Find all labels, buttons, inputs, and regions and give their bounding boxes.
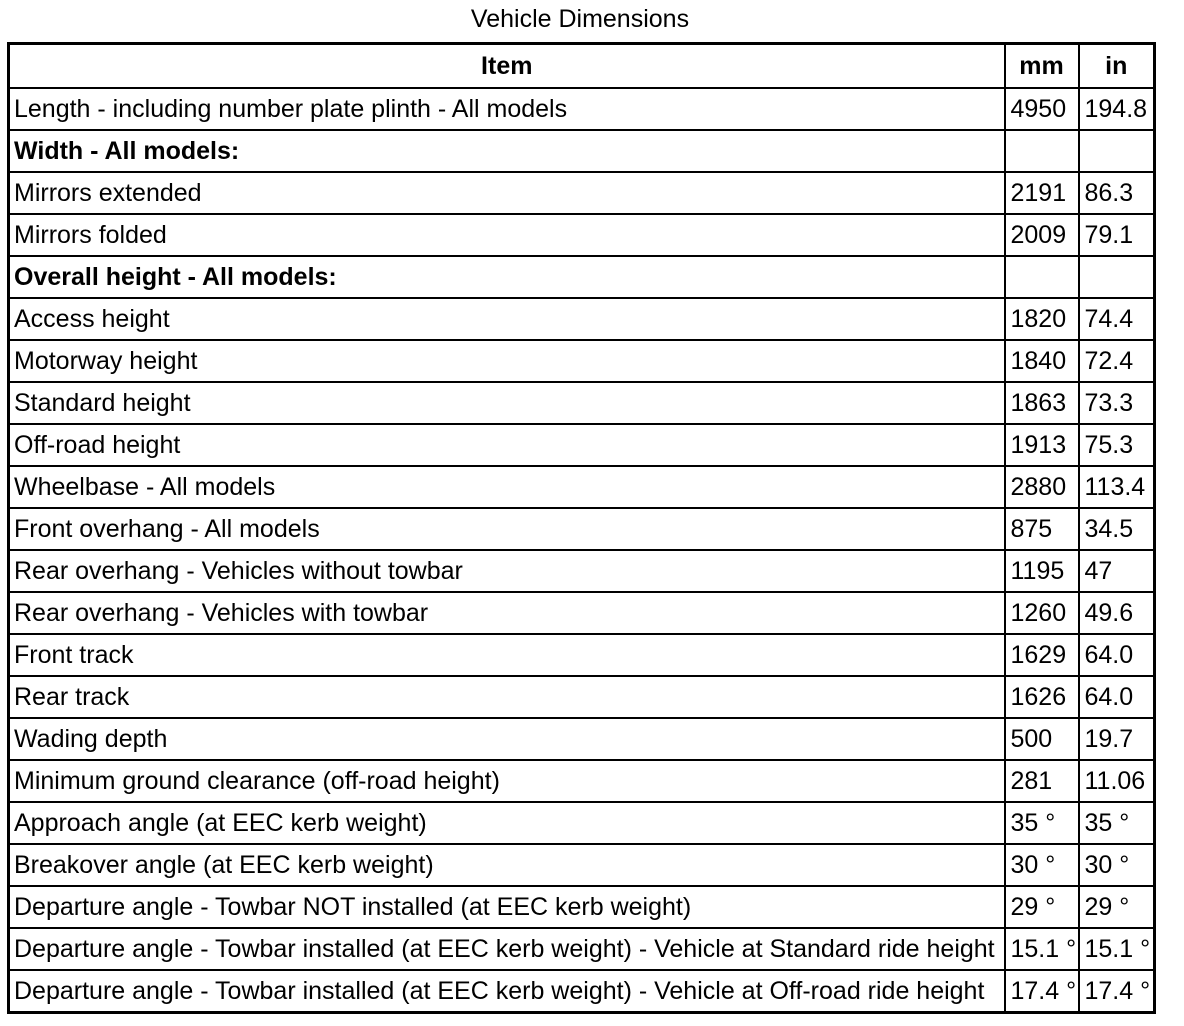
mm-value-cell: 17.4 ° — [1005, 970, 1079, 1013]
mm-value-cell: 1820 — [1005, 298, 1079, 340]
section-row — [9, 256, 1155, 298]
mm-value-cell — [1005, 256, 1079, 298]
mm-value-cell: 30 ° — [1005, 844, 1079, 886]
in-value-cell: 15.1 ° — [1079, 928, 1155, 970]
mm-value-cell: 15.1 ° — [1005, 928, 1079, 970]
in-value-cell: 79.1 — [1079, 214, 1155, 256]
item-cell: Overall height - All models: — [9, 256, 1005, 298]
table-row — [9, 340, 1155, 382]
mm-value-cell: 875 — [1005, 508, 1079, 550]
in-value-cell: 11.06 — [1079, 760, 1155, 802]
item-cell: Off-road height — [9, 424, 1005, 466]
in-value-cell: 49.6 — [1079, 592, 1155, 634]
item-cell: Departure angle - Towbar installed (at EEC kerb weight) - Vehicle at Standard ride height — [9, 928, 1005, 970]
column-header-item: Item — [9, 44, 1005, 89]
item-cell: Departure angle - Towbar NOT installed (at EEC kerb weight) — [9, 886, 1005, 928]
item-cell: Minimum ground clearance (off-road height) — [9, 760, 1005, 802]
item-cell: Rear track — [9, 676, 1005, 718]
mm-value-cell: 2191 — [1005, 172, 1079, 214]
in-value-cell: 74.4 — [1079, 298, 1155, 340]
mm-value-cell: 4950 — [1005, 88, 1079, 130]
mm-value-cell: 1863 — [1005, 382, 1079, 424]
in-value-cell: 30 ° — [1079, 844, 1155, 886]
mm-value-cell: 1195 — [1005, 550, 1079, 592]
column-header-mm: mm — [1005, 44, 1079, 89]
mm-value-cell: 2009 — [1005, 214, 1079, 256]
table-row — [9, 298, 1155, 340]
table-row — [9, 382, 1155, 424]
table-row — [9, 844, 1155, 886]
table-row — [9, 802, 1155, 844]
in-value-cell: 72.4 — [1079, 340, 1155, 382]
mm-value-cell: 35 ° — [1005, 802, 1079, 844]
in-value-cell: 73.3 — [1079, 382, 1155, 424]
item-cell: Approach angle (at EEC kerb weight) — [9, 802, 1005, 844]
mm-value-cell: 1626 — [1005, 676, 1079, 718]
table-row — [9, 886, 1155, 928]
table-row — [9, 214, 1155, 256]
in-value-cell: 47 — [1079, 550, 1155, 592]
in-value-cell: 113.4 — [1079, 466, 1155, 508]
table-row — [9, 88, 1155, 130]
table-row — [9, 970, 1155, 1013]
in-value-cell: 194.8 — [1079, 88, 1155, 130]
item-cell: Wheelbase - All models — [9, 466, 1005, 508]
in-value-cell: 75.3 — [1079, 424, 1155, 466]
mm-value-cell: 500 — [1005, 718, 1079, 760]
table-row — [9, 634, 1155, 676]
table-row — [9, 550, 1155, 592]
mm-value-cell — [1005, 130, 1079, 172]
item-cell: Access height — [9, 298, 1005, 340]
item-cell: Rear overhang - Vehicles with towbar — [9, 592, 1005, 634]
mm-value-cell: 1840 — [1005, 340, 1079, 382]
item-cell: Mirrors extended — [9, 172, 1005, 214]
item-cell: Wading depth — [9, 718, 1005, 760]
item-cell: Breakover angle (at EEC kerb weight) — [9, 844, 1005, 886]
in-value-cell: 64.0 — [1079, 634, 1155, 676]
in-value-cell: 19.7 — [1079, 718, 1155, 760]
item-cell: Rear overhang - Vehicles without towbar — [9, 550, 1005, 592]
in-value-cell: 86.3 — [1079, 172, 1155, 214]
table-row — [9, 466, 1155, 508]
column-header-in: in — [1079, 44, 1155, 89]
mm-value-cell: 1260 — [1005, 592, 1079, 634]
in-value-cell: 64.0 — [1079, 676, 1155, 718]
table-row — [9, 508, 1155, 550]
item-cell: Mirrors folded — [9, 214, 1005, 256]
table-row — [9, 172, 1155, 214]
in-value-cell — [1079, 256, 1155, 298]
item-cell: Length - including number plate plinth - All models — [9, 88, 1005, 130]
section-row — [9, 130, 1155, 172]
table-row — [9, 676, 1155, 718]
table-row — [9, 424, 1155, 466]
table-row — [9, 718, 1155, 760]
mm-value-cell: 1629 — [1005, 634, 1079, 676]
mm-value-cell: 2880 — [1005, 466, 1079, 508]
table-body — [9, 88, 1155, 1013]
in-value-cell — [1079, 130, 1155, 172]
item-cell: Width - All models: — [9, 130, 1005, 172]
in-value-cell: 35 ° — [1079, 802, 1155, 844]
table-row — [9, 592, 1155, 634]
item-cell: Departure angle - Towbar installed (at EEC kerb weight) - Vehicle at Off-road ride height — [9, 970, 1005, 1013]
mm-value-cell: 1913 — [1005, 424, 1079, 466]
in-value-cell: 29 ° — [1079, 886, 1155, 928]
item-cell: Front track — [9, 634, 1005, 676]
item-cell: Standard height — [9, 382, 1005, 424]
header-row — [9, 44, 1155, 89]
item-cell: Front overhang - All models — [9, 508, 1005, 550]
page-title: Vehicle Dimensions — [470, 5, 690, 33]
in-value-cell: 34.5 — [1079, 508, 1155, 550]
mm-value-cell: 281 — [1005, 760, 1079, 802]
vehicle-dimensions-table — [7, 42, 1156, 1014]
item-cell: Motorway height — [9, 340, 1005, 382]
mm-value-cell: 29 ° — [1005, 886, 1079, 928]
table-row — [9, 928, 1155, 970]
table-row — [9, 760, 1155, 802]
in-value-cell: 17.4 ° — [1079, 970, 1155, 1013]
